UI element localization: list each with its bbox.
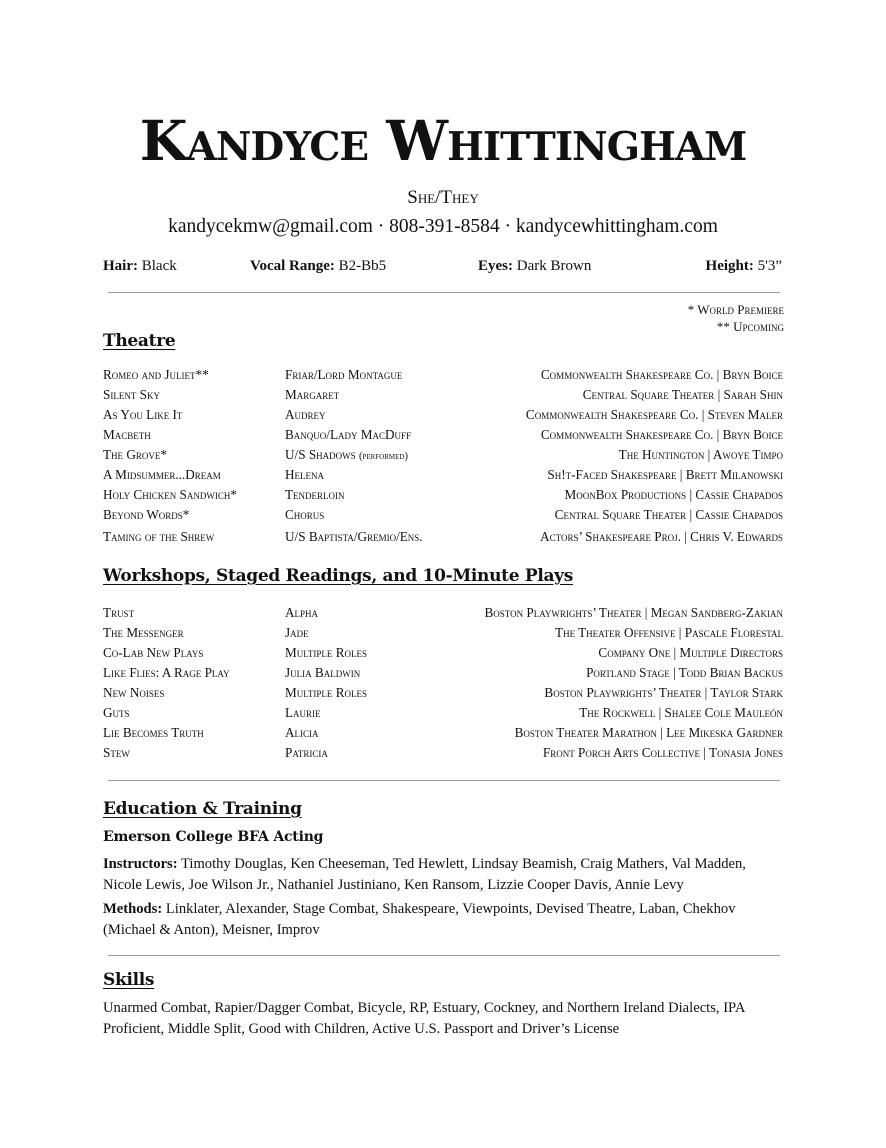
credit-company: Commonwealth Shakespeare Co. | Bryn Boice: [540, 367, 783, 382]
credit-role: Helena: [285, 467, 325, 482]
stat-height: [706, 258, 782, 275]
credit-row: [103, 745, 783, 765]
credit-show: Silent Sky: [103, 387, 160, 402]
theatre-heading: Theatre: [103, 331, 176, 351]
credit-show: Holy Chicken Sandwich*: [103, 487, 237, 502]
credit-row: [103, 685, 783, 705]
credit-show: Like Flies: A Rage Play: [103, 665, 230, 680]
credit-role: Audrey: [285, 407, 326, 422]
credit-show: The Messenger: [103, 625, 184, 640]
stat-hair-label: Hair:: [103, 258, 138, 274]
credit-row: [103, 407, 783, 427]
credit-role-text: U/S Shadows: [285, 447, 356, 462]
credit-company: Central Square Theater | Cassie Chapados: [554, 507, 783, 522]
stat-height-value: 5'3”: [757, 258, 782, 274]
credit-company: The Theater Offensive | Pascale Florestal: [555, 625, 783, 640]
credit-row: [103, 387, 783, 407]
credit-show: A Midsummer...Dream: [103, 467, 221, 482]
stat-vocal-range: [250, 258, 386, 275]
education-heading: Education & Training: [103, 799, 302, 819]
credit-company: Portland Stage | Todd Brian Backus: [586, 665, 783, 680]
credit-show: Trust: [103, 605, 135, 620]
credit-show: Romeo and Juliet**: [103, 367, 209, 382]
divider: [108, 780, 780, 781]
credit-role: Multiple Roles: [285, 645, 367, 660]
credit-row: [103, 625, 783, 645]
instructors-list: Timothy Douglas, Ken Cheeseman, Ted Hewlett, Lindsay Beamish, Craig Mathers, Val Madden, Nicole Lewis, Joe Wilson Jr., Nathaniel Justiniano, Ken Ransom, Lizzie Cooper Davis, Annie Levy: [103, 856, 746, 893]
credit-show: As You Like It: [103, 407, 183, 422]
credit-role: Multiple Roles: [285, 685, 367, 700]
stat-hair-value: Black: [141, 258, 177, 274]
stat-height-label: Height:: [705, 258, 754, 274]
credit-row: [103, 725, 783, 745]
theatre-credits: [103, 367, 783, 549]
credit-row: [103, 507, 783, 527]
credit-company: Boston Playwrights’ Theater | Taylor Stark: [544, 685, 783, 700]
credit-role: Tenderloin: [285, 487, 345, 502]
methods-label: Methods:: [103, 901, 163, 917]
education-instructors: [103, 854, 783, 896]
credit-role: Julia Baldwin: [285, 665, 361, 680]
credit-row: [103, 427, 783, 447]
divider: [108, 292, 780, 293]
credit-company: Commonwealth Shakespeare Co. | Bryn Boice: [540, 427, 783, 442]
credit-show: Stew: [103, 745, 130, 760]
credit-show: New Noises: [103, 685, 165, 700]
credit-role: Friar/Lord Montague: [285, 367, 403, 382]
credit-role: Jade: [285, 625, 309, 640]
credit-company: Boston Playwrights’ Theater | Megan Sandberg-Zakian: [484, 605, 783, 620]
credit-role: Laurie: [285, 705, 321, 720]
credit-company: Sh!t-Faced Shakespeare | Brett Milanowski: [547, 467, 783, 482]
credit-show: Taming of the Shrew: [103, 529, 215, 544]
credit-role: U/S Baptista/Gremio/Ens.: [285, 529, 423, 544]
credit-company: Company One | Multiple Directors: [598, 645, 783, 660]
stat-hair: [103, 258, 177, 275]
stat-eyes-value: Dark Brown: [516, 258, 592, 274]
credit-show: The Grove*: [103, 447, 167, 462]
credit-role-note: (performed): [358, 451, 408, 462]
education-school: Emerson College BFA Acting: [103, 829, 324, 845]
credit-company: The Rockwell | Shalee Cole Mauleón: [579, 705, 783, 720]
credit-row: [103, 447, 783, 467]
credit-company: Central Square Theater | Sarah Shin: [582, 387, 783, 402]
stat-eyes: [478, 258, 591, 275]
credit-role: [285, 447, 408, 463]
credit-role: Alpha: [285, 605, 319, 620]
credit-row: [103, 605, 783, 625]
credit-row: [103, 467, 783, 487]
credit-company: Commonwealth Shakespeare Co. | Steven Maler: [525, 407, 783, 422]
credit-role: Margaret: [285, 387, 340, 402]
legend-upcoming: ** Upcoming: [716, 319, 784, 334]
stat-eyes-label: Eyes:: [478, 258, 513, 274]
legend-world-premiere: * World Premiere: [687, 302, 784, 317]
education-methods: [103, 899, 783, 941]
actor-name: Kandyce Whittingham: [139, 108, 747, 173]
skills-text: Unarmed Combat, Rapier/Dagger Combat, Bicycle, RP, Estuary, Cockney, and Northern Ireland Dialects, IPA Proficient, Middle Split, Good with Children, Active U.S. Passport and Driver’s License: [103, 1000, 745, 1037]
credit-company: Front Porch Arts Collective | Tonasia Jones: [542, 745, 783, 760]
divider: [108, 955, 780, 956]
credit-show: Lie Becomes Truth: [103, 725, 204, 740]
credit-role: Chorus: [285, 507, 325, 522]
credit-company: Boston Theater Marathon | Lee Mikeska Gardner: [514, 725, 783, 740]
credit-row: [103, 487, 783, 507]
credit-company: MoonBox Productions | Cassie Chapados: [564, 487, 783, 502]
credit-row: [103, 529, 783, 549]
workshop-credits: [103, 605, 783, 765]
stat-vocal-label: Vocal Range:: [250, 258, 335, 274]
contact-line: kandycekmw@gmail.com · 808-391-8584 · kandycewhittingham.com: [168, 216, 718, 237]
instructors-label: Instructors:: [103, 856, 178, 872]
credit-row: [103, 367, 783, 387]
stat-vocal-value: B2-Bb5: [338, 258, 387, 274]
credit-row: [103, 665, 783, 685]
credit-role: Alicia: [285, 725, 319, 740]
workshops-heading: Workshops, Staged Readings, and 10-Minute Plays: [103, 566, 574, 586]
credit-role: Patricia: [285, 745, 328, 760]
pronouns: She/They: [407, 187, 479, 208]
credit-row: [103, 645, 783, 665]
credit-row: [103, 705, 783, 725]
credit-show: Guts: [103, 705, 130, 720]
methods-list: Linklater, Alexander, Stage Combat, Shakespeare, Viewpoints, Devised Theatre, Laban, Chekhov (Michael & Anton), Meisner, Improv: [103, 901, 736, 938]
credit-company: Actors’ Shakespeare Proj. | Chris V. Edwards: [540, 529, 783, 544]
credit-show: Co-Lab New Plays: [103, 645, 204, 660]
credit-company: The Huntington | Awoye Timpo: [618, 447, 783, 462]
credit-show: Beyond Words*: [103, 507, 190, 522]
skills-heading: Skills: [103, 970, 155, 990]
credit-role: Banquo/Lady MacDuff: [285, 427, 412, 442]
credit-show: Macbeth: [103, 427, 151, 442]
